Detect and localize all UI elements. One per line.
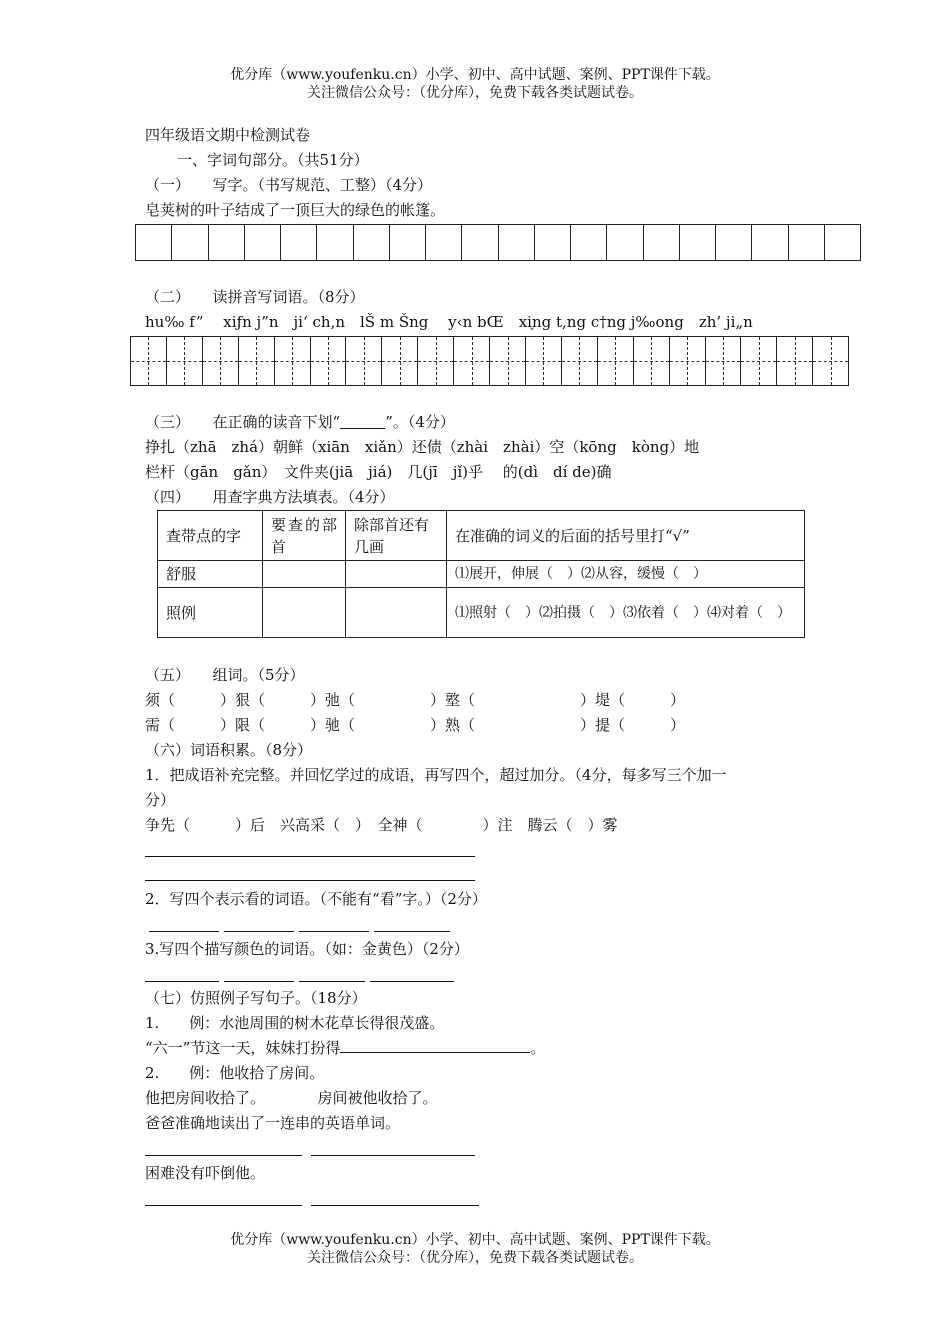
table-cell-input[interactable] (263, 561, 346, 588)
answer-line[interactable] (224, 981, 294, 982)
table-header-cell: 要查的部首 (263, 511, 346, 561)
writing-box[interactable] (209, 225, 245, 260)
pronunciation-row-1: 挣扎（zhā zhá）朝鲜（xiān xiǎn）还债（zhài zhài）空（kōng kòng）地 (145, 438, 700, 456)
example-1-fill (145, 1038, 545, 1058)
pinyin-box[interactable] (634, 337, 670, 385)
writing-box[interactable] (607, 225, 643, 260)
writing-box[interactable] (571, 225, 607, 260)
table-header-cell: 查带点的字 (158, 511, 263, 561)
part-one-heading: 一、字词句部分。（共51分） (177, 151, 369, 169)
idiom-question-cont: 分） (145, 791, 176, 809)
color-words-question: 3.写四个描写颜色的词语。（如：金黄色）（2分） (145, 940, 469, 958)
idiom-fill-row: 争先（ ）后 兴高采（ ） 全神（ ）注 腾云（ ）雾 (145, 816, 618, 834)
writing-box[interactable] (789, 225, 825, 260)
answer-line[interactable] (224, 931, 294, 932)
writing-box[interactable] (172, 225, 208, 260)
writing-grid (135, 224, 861, 261)
header-line-2: 关注微信公众号：（优分库），免费下载各类试题试卷。 (307, 85, 643, 101)
answer-line[interactable] (145, 856, 475, 857)
answer-line[interactable] (340, 1038, 530, 1053)
answer-line[interactable] (145, 1205, 302, 1206)
section-1-sentence: 皂荚树的叶子结成了一顶巨大的绿色的帐篷。 (145, 201, 446, 219)
pinyin-box[interactable] (741, 337, 777, 385)
dictionary-table (157, 510, 805, 638)
pinyin-box[interactable] (418, 337, 454, 385)
writing-box[interactable] (716, 225, 752, 260)
section-4-heading: （四） 用查字典方法填表。（4分） (145, 488, 395, 506)
answer-line[interactable] (145, 1155, 302, 1156)
exercise-sentence-2: 困难没有吓倒他。 (145, 1164, 266, 1182)
pinyin-box[interactable] (382, 337, 418, 385)
table-row (158, 561, 805, 588)
underline-sample (340, 413, 385, 431)
pinyin-box[interactable] (562, 337, 598, 385)
answer-line[interactable] (370, 981, 454, 982)
table-cell: 舒服 (158, 561, 263, 588)
writing-box[interactable] (354, 225, 390, 260)
pinyin-box[interactable] (131, 337, 167, 385)
footer-line-2: 关注微信公众号：（优分库），免费下载各类试题试卷。 (307, 1250, 643, 1266)
writing-box[interactable] (680, 225, 716, 260)
look-words-question: 2．写四个表示看的词语。（不能有“看”字。）（2分） (145, 890, 487, 908)
section-5-heading: （五） 组词。（5分） (145, 666, 305, 684)
table-cell: 照例 (158, 588, 263, 638)
pinyin-box[interactable] (670, 337, 706, 385)
pinyin-writing-grid (130, 336, 849, 386)
section-3-heading-pre: （三） 在正确的读音下划“ (145, 413, 341, 431)
answer-line[interactable] (145, 880, 475, 881)
answer-line[interactable] (374, 931, 450, 932)
writing-box[interactable] (825, 225, 860, 260)
writing-box[interactable] (462, 225, 498, 260)
writing-box[interactable] (752, 225, 788, 260)
example-1-fill-post: 。 (530, 1039, 546, 1057)
pinyin-box[interactable] (239, 337, 275, 385)
pronunciation-row-2: 栏杆（gān gǎn） 文件夹(jiā jiá) 几(jī jǐ)乎 的(dì dí de)确 (145, 463, 612, 481)
pinyin-box[interactable] (203, 337, 239, 385)
table-cell[interactable]: ⑴展开，伸展（ ）⑵从容，缓慢（ ） (447, 561, 805, 588)
pinyin-box[interactable] (454, 337, 490, 385)
answer-line[interactable] (299, 931, 369, 932)
table-row (158, 588, 805, 638)
writing-box[interactable] (535, 225, 571, 260)
section-3-heading-post: ”。（4分） (385, 413, 455, 431)
pinyin-box[interactable] (311, 337, 347, 385)
example-2-sentences: 他把房间收拾了。 房间被他收拾了。 (145, 1089, 438, 1107)
section-7-heading: （七）仿照例子写句子。（18分） (145, 989, 367, 1007)
table-cell-input[interactable] (346, 588, 447, 638)
answer-line[interactable] (145, 981, 219, 982)
header-line-1: 优分库（www.youfenku.cn）小学、初中、高中试题、案例、PPT课件下载。 (230, 67, 720, 83)
pinyin-box[interactable] (490, 337, 526, 385)
example-2: 2. 例：他收拾了房间。 (145, 1064, 325, 1082)
word-group-row-2: 需（ ）限（ ）驰（ ）熟（ ）提（ ） (145, 716, 686, 734)
writing-box[interactable] (245, 225, 281, 260)
example-1: 1. 例：水池周围的树木花草长得很茂盛。 (145, 1014, 445, 1032)
writing-box[interactable] (644, 225, 680, 260)
writing-box[interactable] (317, 225, 353, 260)
answer-line[interactable] (311, 1205, 479, 1206)
pinyin-box[interactable] (598, 337, 634, 385)
exam-title: 四年级语文期中检测试卷 (145, 126, 311, 144)
answer-line[interactable] (311, 1155, 475, 1156)
word-group-row-1: 须（ ）狠（ ）弛（ ）墪（ ）堤（ ） (145, 691, 686, 709)
pinyin-box[interactable] (813, 337, 848, 385)
pinyin-box[interactable] (275, 337, 311, 385)
writing-box[interactable] (426, 225, 462, 260)
table-cell[interactable]: ⑴照射（ ）⑵拍摄（ ）⑶依着（ ）⑷对着（ ） (447, 588, 805, 638)
table-cell-input[interactable] (263, 588, 346, 638)
footer-line-1: 优分库（www.youfenku.cn）小学、初中、高中试题、案例、PPT课件下载。 (230, 1232, 720, 1248)
table-header-cell: 除部首还有几画 (346, 511, 447, 561)
pinyin-box[interactable] (706, 337, 742, 385)
section-1-heading: （一） 写字。（书写规范、工整）（4分） (145, 176, 433, 194)
exercise-sentence-1: 爸爸准确地读出了一连串的英语单词。 (145, 1114, 401, 1132)
section-6-heading: （六）词语积累。（8分） (145, 741, 313, 759)
table-cell-input[interactable] (346, 561, 447, 588)
idiom-question: 1．把成语补充完整。并回忆学过的成语，再写四个，超过加分。（4分，每多写三个加一 (145, 766, 727, 784)
answer-line[interactable] (149, 931, 219, 932)
pinyin-box[interactable] (167, 337, 203, 385)
table-header-row (158, 511, 805, 561)
pinyin-box[interactable] (346, 337, 382, 385)
section-2-heading: （二） 读拼音写词语。（8分） (145, 288, 365, 306)
writing-box[interactable] (136, 225, 172, 260)
pinyin-box[interactable] (526, 337, 562, 385)
writing-box[interactable] (390, 225, 426, 260)
pinyin-row: hu‰ f” xiƒn j”n ji‘ ch,n lŠ m Šng y‹n bŒ xi֪ng t,ng c†ng j‰ong zh’ ji„n (145, 313, 753, 331)
answer-line[interactable] (299, 981, 365, 982)
pinyin-box[interactable] (777, 337, 813, 385)
example-1-fill-pre: “六一”节这一天，妹妹打扮得 (145, 1039, 341, 1057)
writing-box[interactable] (499, 225, 535, 260)
table-header-cell: 在准确的词义的后面的括号里打“√” (447, 511, 805, 561)
writing-box[interactable] (281, 225, 317, 260)
section-3-heading (145, 412, 455, 432)
